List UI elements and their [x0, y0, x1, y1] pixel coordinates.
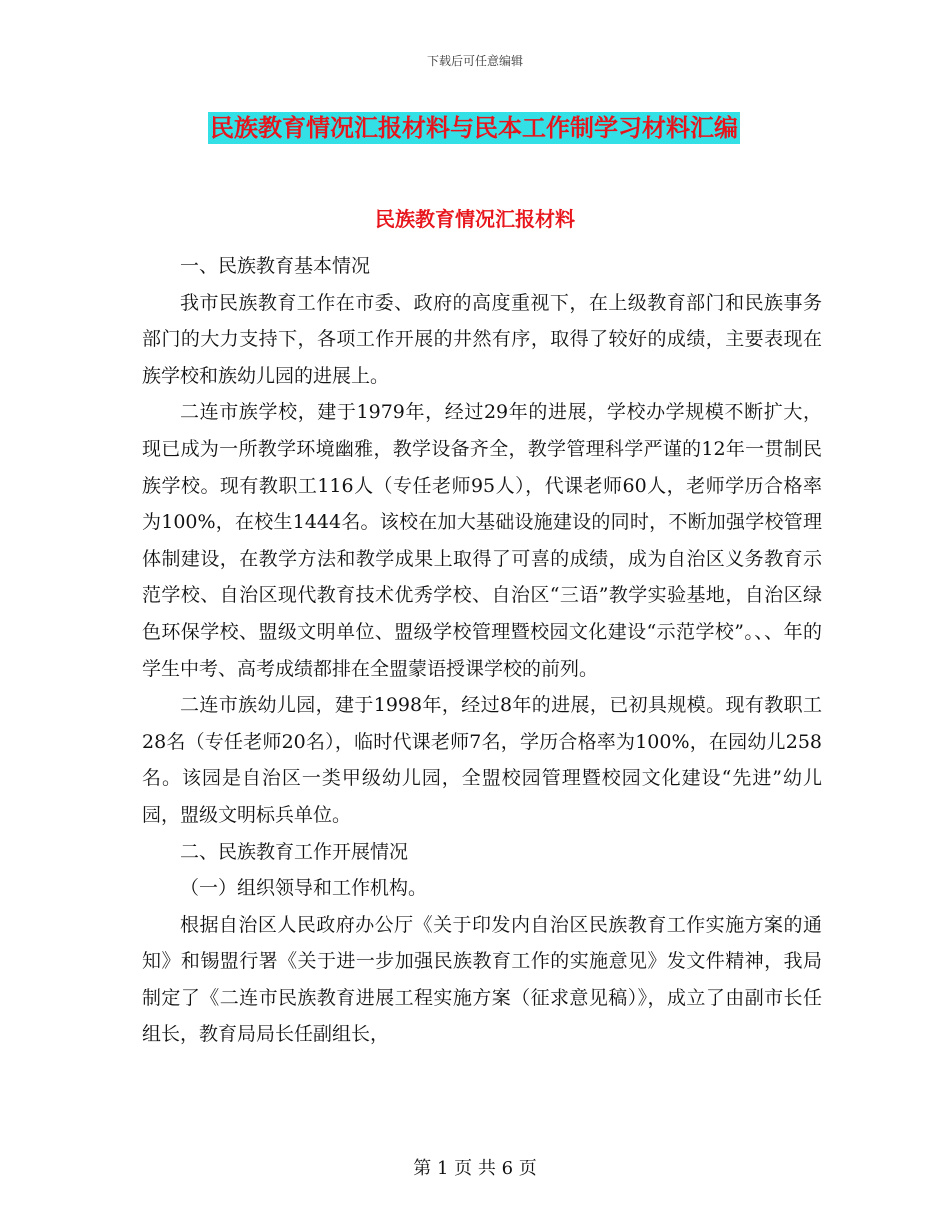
heading-work-progress: 二、民族教育工作开展情况 — [180, 840, 409, 863]
paragraph-organization: 根据自治区人民政府办公厅《关于印发内自治区民族教育工作实施方案的通知》和锡盟行署《关于进一步加强民族教育工作的实施意见》发文件精神，我局制定了《二连市民族教育进展工程实施方案（征求意见稿）》，成立了由副市长任组长，教育局局长任副组长， — [142, 913, 822, 1046]
section-title: 民族教育情况汇报材料 — [375, 207, 575, 231]
page-number: 第 1 页 共 6 页 — [413, 1158, 537, 1179]
paragraph-school: 二连市族学校，建于1979年，经过29年的进展，学校办学规模不断扩大，现已成为一所教学环境幽雅，教学设备齐全，教学管理科学严谨的12年一贯制民族学校。现有教职工116人（专任老师95人），代课老师60人，老师学历合格率为100%，在校生1444名。该校在加大基础设施建设的同时，不断加强学校管理体制建设，在教学方法和教学成果上取得了可喜的成绩，成为自治区义务教育示范学校、自治区现代教育技术优秀学校、自治区“三语”教学实验基地，自治区绿色环保学校、盟级文明单位、盟级学校管理暨校园文化建设“示范学校”。、、年的学生中考、高考成绩都排在全盟蒙语授课学校的前列。 — [142, 401, 822, 680]
page-header-note: 下载后可任意编辑 — [426, 54, 523, 68]
document-body — [142, 248, 822, 1053]
paragraph-overview: 我市民族教育工作在市委、政府的高度重视下，在上级教育部门和民族事务部门的大力支持下，各项工作开展的井然有序，取得了较好的成绩，主要表现在族学校和族幼儿园的进展上。 — [142, 291, 822, 387]
heading-basic-situation: 一、民族教育基本情况 — [180, 255, 371, 277]
paragraph-kindergarten: 二连市族幼儿园，建于1998年，经过8年的进展，已初具规模。现有教职工28名（专任老师20名），临时代课老师7名，学历合格率为100%，在园幼儿258名。该园是自治区一类甲级幼儿园，全盟校园管理暨校园文化建设“先进”幼儿园，盟级文明标兵单位。 — [142, 694, 822, 826]
document-title: 民族教育情况汇报材料与民本工作制学习材料汇编 — [210, 114, 738, 142]
subheading-organization: （一）组织领导和工作机构。 — [180, 877, 428, 900]
